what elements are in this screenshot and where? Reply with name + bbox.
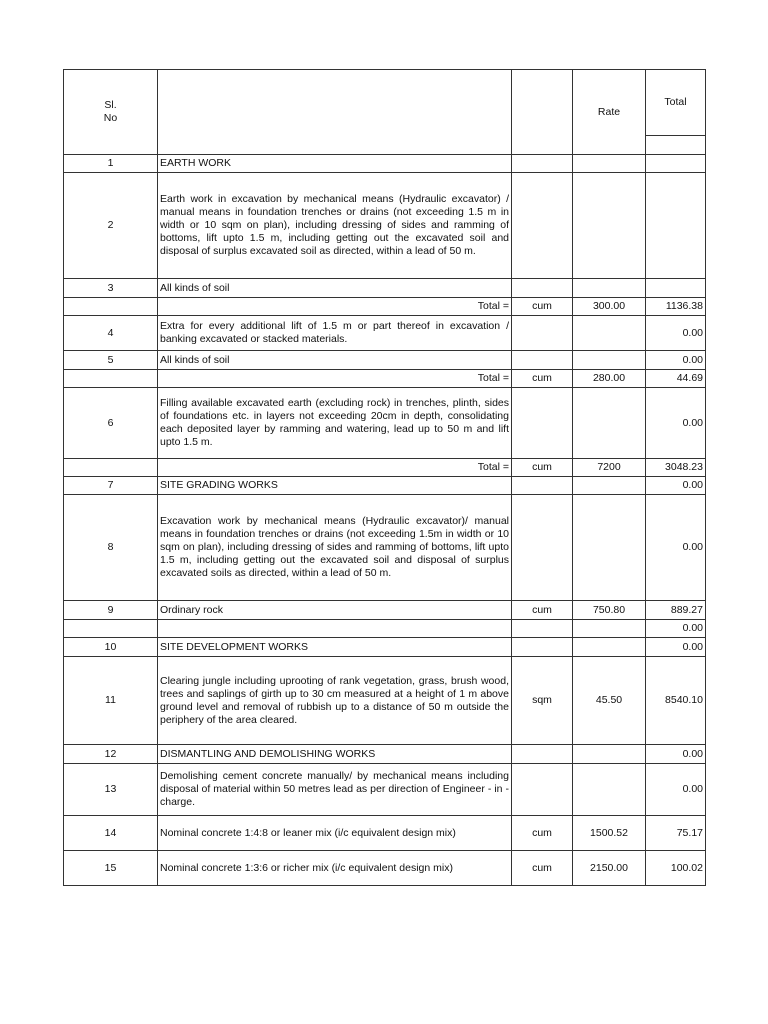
- cell-unit: [512, 638, 573, 657]
- cell-rate: 7200: [573, 459, 646, 477]
- cell-description: Clearing jungle including uprooting of rank vegetation, grass, brush wood, trees and saplings of girth up to 30 cm measured at a height of 1 m above ground level and removal of rubbish up to a distance of 50 m outside the periphery of the area cleared.: [158, 657, 512, 745]
- cell-unit: cum: [512, 816, 573, 851]
- table-body: [64, 155, 706, 886]
- header-total-sub: [646, 136, 706, 155]
- bill-of-quantities-table: [63, 69, 706, 886]
- table-row: [64, 388, 706, 459]
- cell-rate: 300.00: [573, 298, 646, 316]
- cell-total: 44.69: [646, 370, 706, 388]
- cell-rate: [573, 764, 646, 816]
- table-row: [64, 351, 706, 370]
- cell-description: All kinds of soil: [158, 351, 512, 370]
- cell-rate: 45.50: [573, 657, 646, 745]
- cell-unit: cum: [512, 298, 573, 316]
- cell-description: Total =: [158, 298, 512, 316]
- cell-unit: cum: [512, 851, 573, 886]
- cell-sl-no: [64, 620, 158, 638]
- cell-unit: cum: [512, 601, 573, 620]
- cell-description: Nominal concrete 1:3:6 or richer mix (i/c equivalent design mix): [158, 851, 512, 886]
- cell-sl-no: 5: [64, 351, 158, 370]
- cell-sl-no: 10: [64, 638, 158, 657]
- cell-sl-no: [64, 298, 158, 316]
- header-sl-line1: Sl.: [104, 99, 117, 111]
- cell-total: 1136.38: [646, 298, 706, 316]
- table-row: [64, 279, 706, 298]
- cell-rate: 280.00: [573, 370, 646, 388]
- cell-total: 0.00: [646, 388, 706, 459]
- cell-total: [646, 279, 706, 298]
- cell-rate: [573, 388, 646, 459]
- table-row: [64, 298, 706, 316]
- cell-unit: [512, 745, 573, 764]
- table-row: [64, 370, 706, 388]
- cell-description: All kinds of soil: [158, 279, 512, 298]
- header-description: [158, 70, 512, 155]
- cell-sl-no: 3: [64, 279, 158, 298]
- cell-sl-no: 6: [64, 388, 158, 459]
- cell-sl-no: 11: [64, 657, 158, 745]
- cell-rate: [573, 620, 646, 638]
- cell-total: 0.00: [646, 316, 706, 351]
- cell-total: 8540.10: [646, 657, 706, 745]
- table-row: [64, 601, 706, 620]
- cell-unit: [512, 477, 573, 495]
- cell-unit: [512, 388, 573, 459]
- cell-sl-no: 7: [64, 477, 158, 495]
- cell-sl-no: 15: [64, 851, 158, 886]
- cell-sl-no: [64, 459, 158, 477]
- table-row: [64, 495, 706, 601]
- cell-description: Ordinary rock: [158, 601, 512, 620]
- cell-total: 0.00: [646, 351, 706, 370]
- cell-description: DISMANTLING AND DEMOLISHING WORKS: [158, 745, 512, 764]
- cell-rate: [573, 279, 646, 298]
- cell-sl-no: 13: [64, 764, 158, 816]
- cell-total: 100.02: [646, 851, 706, 886]
- cell-rate: [573, 745, 646, 764]
- cell-total: 889.27: [646, 601, 706, 620]
- cell-description: Total =: [158, 459, 512, 477]
- cell-rate: [573, 173, 646, 279]
- cell-total: 0.00: [646, 764, 706, 816]
- cell-description: EARTH WORK: [158, 155, 512, 173]
- table-row: [64, 316, 706, 351]
- cell-unit: [512, 495, 573, 601]
- cell-unit: [512, 173, 573, 279]
- cell-sl-no: 9: [64, 601, 158, 620]
- table-row: [64, 657, 706, 745]
- table-row: [64, 173, 706, 279]
- cell-unit: [512, 351, 573, 370]
- header-row: [64, 70, 706, 136]
- cell-description: SITE DEVELOPMENT WORKS: [158, 638, 512, 657]
- cell-total: 0.00: [646, 745, 706, 764]
- table-row: [64, 816, 706, 851]
- cell-description: Extra for every additional lift of 1.5 m or part thereof in excavation / banking excavated or stacked materials.: [158, 316, 512, 351]
- cell-rate: [573, 638, 646, 657]
- header-sl-no: [64, 70, 158, 155]
- table-row: [64, 155, 706, 173]
- cell-unit: sqm: [512, 657, 573, 745]
- table-row: [64, 477, 706, 495]
- cell-unit: cum: [512, 370, 573, 388]
- cell-rate: 1500.52: [573, 816, 646, 851]
- table-row: [64, 459, 706, 477]
- header-unit: [512, 70, 573, 155]
- cell-unit: [512, 764, 573, 816]
- cell-description: Earth work in excavation by mechanical means (Hydraulic excavator) / manual means in foundation trenches or drains (not exceeding 1.5 m in width or 10 sqm on plan), including dressing of sides and ramming of bottoms, lift upto 1.5 m, including getting out the excavated soil and disposal of surplus excavated soil as directed, within a lead of 50 m.: [158, 173, 512, 279]
- cell-total: 0.00: [646, 620, 706, 638]
- cell-unit: cum: [512, 459, 573, 477]
- cell-sl-no: 4: [64, 316, 158, 351]
- cell-description: Total =: [158, 370, 512, 388]
- cell-description: SITE GRADING WORKS: [158, 477, 512, 495]
- cell-rate: [573, 495, 646, 601]
- cell-total: 0.00: [646, 495, 706, 601]
- header-sl-line2: No: [103, 112, 118, 124]
- cell-total: 0.00: [646, 638, 706, 657]
- cell-total: [646, 173, 706, 279]
- cell-rate: [573, 155, 646, 173]
- cell-total: 0.00: [646, 477, 706, 495]
- cell-rate: [573, 477, 646, 495]
- cell-description: [158, 620, 512, 638]
- cell-unit: [512, 155, 573, 173]
- header-rate: Rate: [573, 70, 646, 155]
- cell-rate: [573, 351, 646, 370]
- cell-description: Nominal concrete 1:4:8 or leaner mix (i/c equivalent design mix): [158, 816, 512, 851]
- cell-rate: 2150.00: [573, 851, 646, 886]
- cell-total: 3048.23: [646, 459, 706, 477]
- cell-rate: 750.80: [573, 601, 646, 620]
- cell-sl-no: 2: [64, 173, 158, 279]
- cell-sl-no: 8: [64, 495, 158, 601]
- cell-description: Filling available excavated earth (excluding rock) in trenches, plinth, sides of foundations etc. in layers not exceeding 20cm in depth, consolidating each deposited layer by ramming and watering, lead up to 50 m and lift upto 1.5 m.: [158, 388, 512, 459]
- cell-description: Demolishing cement concrete manually/ by mechanical means including disposal of material within 50 metres lead as per direction of Engineer - in - charge.: [158, 764, 512, 816]
- cell-sl-no: 12: [64, 745, 158, 764]
- cell-unit: [512, 620, 573, 638]
- header-total: Total: [646, 70, 706, 136]
- cell-sl-no: [64, 370, 158, 388]
- cell-description: Excavation work by mechanical means (Hydraulic excavator)/ manual means in foundation trenches or drains (not exceeding 1.5m in width or 10 sqm on plan), including dressing of sides and ramming of bottoms, lift upto 1.5 m, including getting out the excavated soil and disposal of surplus excavated soils as directed, within a lead of 50 m.: [158, 495, 512, 601]
- cell-unit: [512, 316, 573, 351]
- table-row: [64, 620, 706, 638]
- table-row: [64, 638, 706, 657]
- cell-total: 75.17: [646, 816, 706, 851]
- cell-rate: [573, 316, 646, 351]
- cell-sl-no: 14: [64, 816, 158, 851]
- table-row: [64, 764, 706, 816]
- table-row: [64, 745, 706, 764]
- cell-unit: [512, 279, 573, 298]
- cell-total: [646, 155, 706, 173]
- table-row: [64, 851, 706, 886]
- cell-sl-no: 1: [64, 155, 158, 173]
